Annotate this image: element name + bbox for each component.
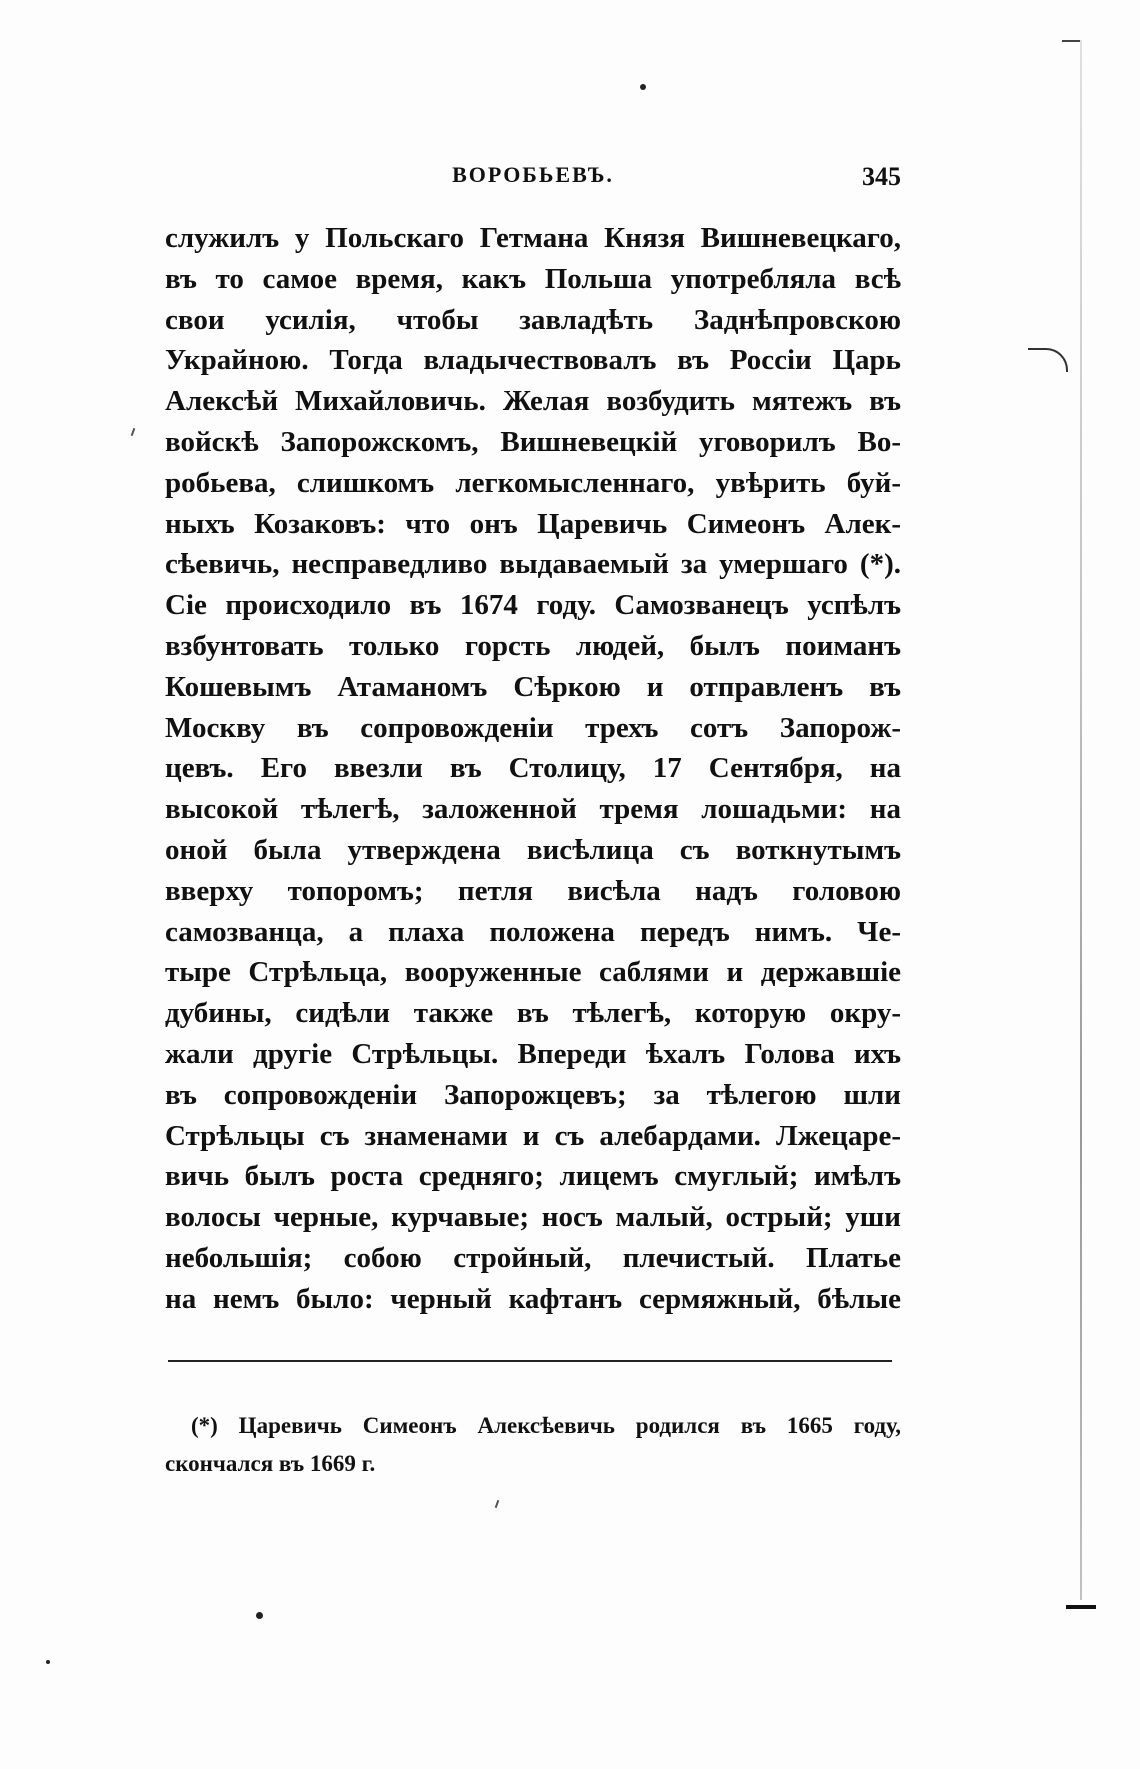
text-line: вичь былъ роста средняго; лицемъ смуглый; имѣлъ [165,1160,901,1193]
scan-speck [46,1660,50,1664]
scan-hook-mark [1028,348,1068,372]
scan-speck [131,428,136,436]
text-line: ныхъ Козаковъ: что онъ Царевичь Симеонъ Алек- [165,507,901,540]
scan-speck [640,84,646,90]
text-line: оной была утверждена висѣлица съ воткнутымъ [165,833,901,866]
text-line: робьева, слишкомъ легкомысленнаго, увѣрить буй- [165,466,901,499]
text-line: въ то самое время, какъ Польша употребляла всѣ [165,262,901,295]
text-line: Стрѣльцы съ знаменами и съ алебардами. Лжецаре- [165,1119,901,1152]
footnote-line: скончался въ 1669 г. [165,1451,376,1476]
running-head: ВОРОБЬЕВЪ. [452,162,614,187]
text-line: дубины, сидѣли также въ тѣлегѣ, которую окру- [165,997,901,1030]
text-line: вверху топоромъ; петля висѣла надъ головою [165,874,901,907]
scan-speck [256,1612,263,1619]
text-line: Украйною. Тогда владычествовалъ въ Россіи Царь [165,344,901,377]
text-line: на немъ было: черный кафтанъ сермяжный, бѣлые [165,1282,901,1315]
page-header [165,162,901,202]
text-line: волосы черные, курчавые; носъ малый, острый; уши [165,1201,901,1234]
text-line: служилъ у Польскаго Гетмана Князя Вишневецкаго, [165,222,901,254]
text-line: самозванца, а плаха положена передъ нимъ. Че- [165,915,901,948]
text-line: тыре Стрѣльца, вооруженные саблями и державшіе [165,956,901,989]
text-line: Сіе происходило въ 1674 году. Самозванецъ успѣлъ [165,589,901,622]
text-line: цевъ. Его ввезли въ Столицу, 17 Сентября, на [165,752,901,785]
scan-corner-mark [1062,40,1080,42]
text-line: взбунтовать только горсть людей, былъ поиманъ [165,629,901,662]
scan-dash-mark [1066,1605,1096,1609]
text-line: небольшія; собою стройный, плечистый. Платье [165,1241,901,1274]
text-line: Алексѣй Михайловичь. Желая возбудить мятежъ въ [165,385,901,418]
text-line: Кошевымъ Атаманомъ Сѣркою и отправленъ въ [165,670,901,703]
footnote-rule [168,1360,892,1362]
text-line: жали другіе Стрѣльцы. Впереди ѣхалъ Голова ихъ [165,1037,901,1070]
scan-speck [495,1500,500,1508]
text-line: сѣевичь, несправедливо выдаваемый за умершаго (*). [165,548,901,581]
scan-edge-line [1080,40,1082,1600]
text-line: свои усилія, чтобы завладѣть Заднѣпровскою [165,303,901,336]
text-line: въ сопровожденіи Запорожцевъ; за тѣлегою шли [165,1078,901,1111]
text-line: войскѣ Запорожскомъ, Вишневецкій уговорилъ Во- [165,425,901,458]
body-text [165,218,901,1320]
text-line: высокой тѣлегѣ, заложенной тремя лошадьми: на [165,793,901,826]
text-line: Москву въ сопровожденіи трехъ сотъ Запорож- [165,711,901,744]
footnote-line: (*) Царевичь Симеонъ Алексѣевичь родился въ 1665 году, [191,1413,901,1438]
page-number: 345 [862,162,901,191]
footnote [165,1407,901,1483]
